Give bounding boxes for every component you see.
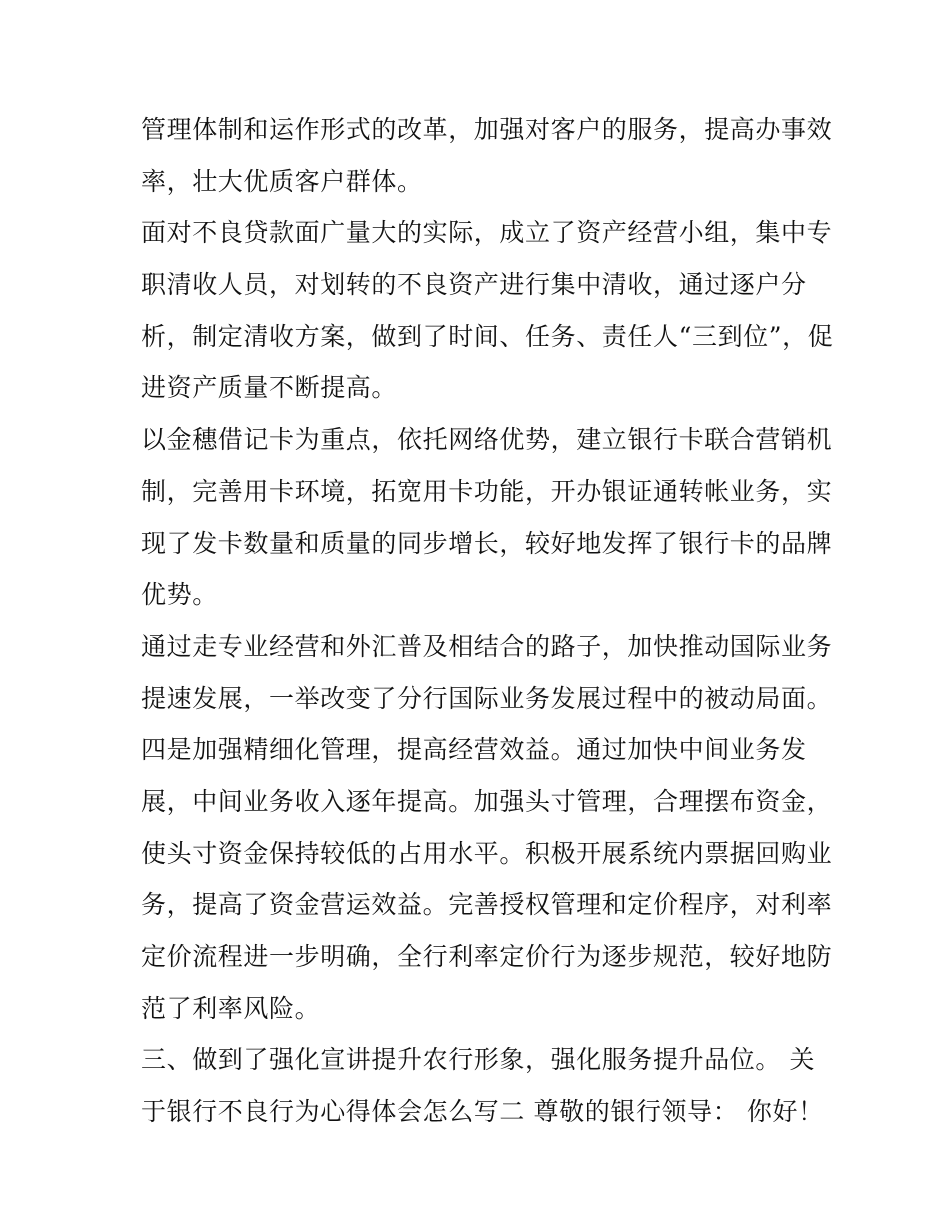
text-line: 率，壮大优质客户群体。 — [141, 166, 423, 196]
text-line: 范了利率风险。 — [141, 993, 321, 1023]
text-line: 务，提高了资金营运效益。完善授权管理和定价程序，对利率 — [141, 890, 833, 920]
text-line: 四是加强精细化管理，提高经营效益。通过加快中间业务发 — [141, 735, 807, 765]
text-line: 以金穗借记卡为重点，依托网络优势，建立银行卡联合营销机 — [141, 425, 833, 455]
text-line: 三、做到了强化宣讲提升农行形象，强化服务提升品位。 关 — [141, 1045, 816, 1075]
text-line: 通过走专业经营和外汇普及相结合的路子，加快推动国际业务 — [141, 631, 833, 661]
text-line: 提速发展，一举改变了分行国际业务发展过程中的被动局面。 — [141, 683, 833, 713]
text-line: 面对不良贷款面广量大的实际，成立了资产经营小组，集中专 — [141, 218, 833, 248]
text-line: 进资产质量不断提高。 — [141, 373, 398, 403]
text-line: 使头寸资金保持较低的占用水平。积极开展系统内票据回购业 — [141, 838, 833, 868]
text-line: 制，完善用卡环境，拓宽用卡功能，开办银证通转帐业务，实 — [141, 476, 833, 506]
text-line: 管理体制和运作形式的改革，加强对客户的服务，提高办事效 — [141, 115, 833, 144]
text-line: 优势。 — [141, 580, 218, 610]
text-line: 展，中间业务收入逐年提高。加强头寸管理，合理摆布资金， — [141, 786, 833, 816]
text-line: 现了发卡数量和质量的同步增长，较好地发挥了银行卡的品牌 — [141, 528, 833, 558]
text-line: 职清收人员，对划转的不良资产进行集中清收，通过逐户分 — [141, 270, 807, 300]
text-line: 于银行不良行为心得体会怎么写二 尊敬的银行领导： 你好！ — [141, 1097, 824, 1127]
body-text — [141, 104, 834, 1138]
text-line: 析，制定清收方案，做到了时间、任务、责任人“三到位”，促 — [141, 321, 834, 351]
text-line: 定价流程进一步明确，全行利率定价行为逐步规范，较好地防 — [141, 942, 833, 971]
